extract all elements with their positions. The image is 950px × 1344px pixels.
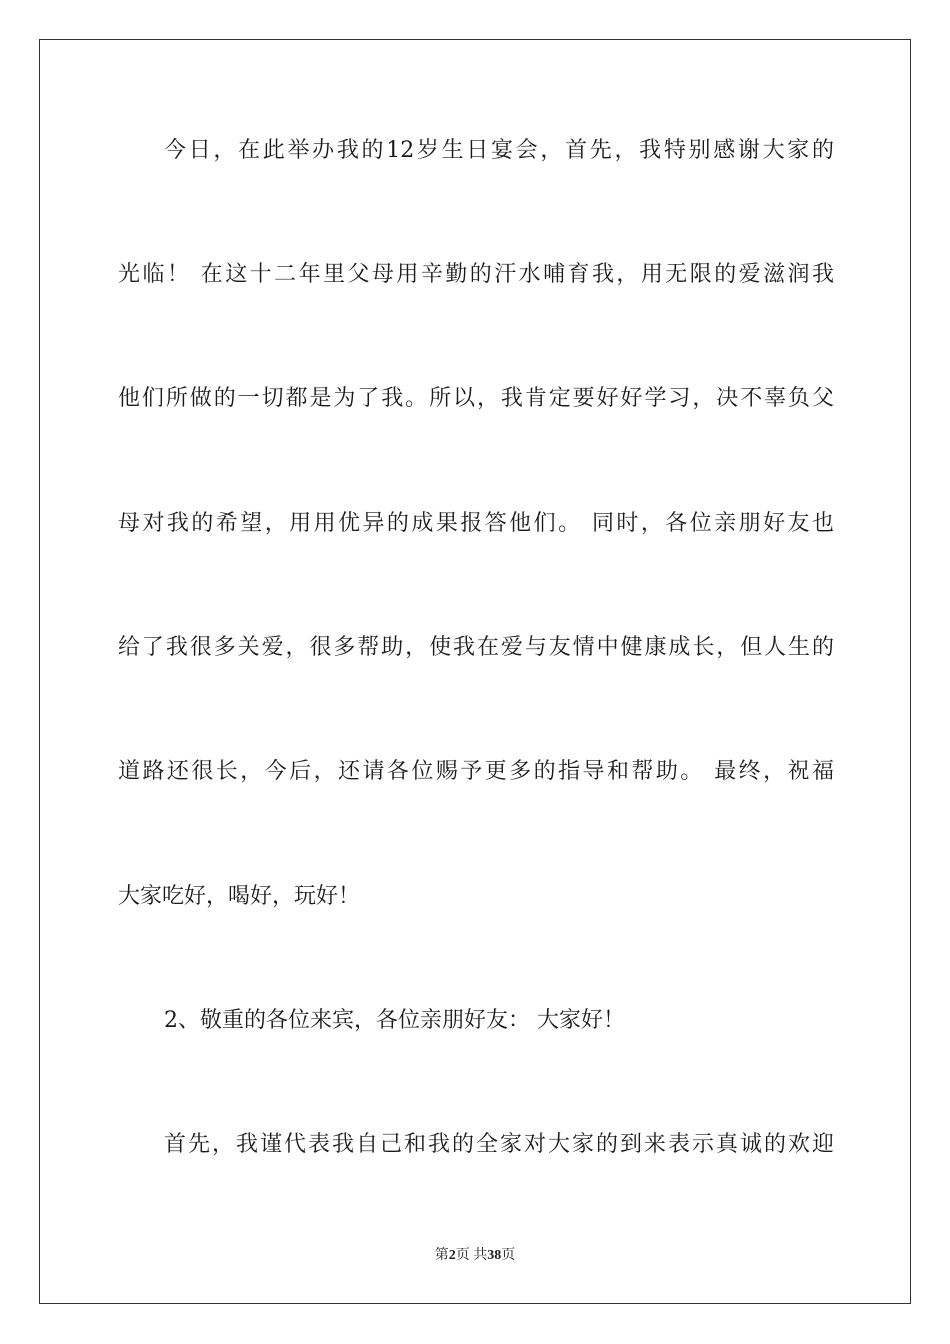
body-line-9: 首先，我谨代表我自己和我的全家对大家的到来表示真诚的欢迎: [164, 1132, 834, 1157]
body-line-3: 他们所做的一切都是为了我。所以，我肯定要好好学习，决不辜负父: [118, 386, 834, 411]
body-line-8: 2、敬重的各位来宾，各位亲朋好友： 大家好！: [164, 1008, 625, 1033]
footer-prefix: 第: [434, 1248, 449, 1263]
footer-suffix: 页: [501, 1248, 516, 1263]
body-line-7: 大家吃好，喝好，玩好！: [118, 884, 361, 909]
page-border: [39, 39, 911, 1304]
body-line-2: 光临！ 在这十二年里父母用辛勤的汗水哺育我，用无限的爱滋润我: [118, 262, 834, 287]
footer-middle: 页 共: [455, 1248, 488, 1263]
footer-current-page: 2: [448, 1248, 456, 1263]
body-line-6: 道路还很长，今后，还请各位赐予更多的指导和帮助。 最终，祝福: [118, 759, 834, 784]
body-line-5: 给了我很多关爱，很多帮助，使我在爱与友情中健康成长，但人生的: [118, 635, 834, 660]
footer-total-pages: 38: [487, 1248, 502, 1263]
body-line-4: 母对我的希望，用用优异的成果报答他们。 同时，各位亲朋好友也: [118, 511, 834, 536]
body-line-1: 今日，在此举办我的12岁生日宴会，首先，我特别感谢大家的: [164, 138, 834, 163]
page-footer: [0, 1247, 950, 1265]
